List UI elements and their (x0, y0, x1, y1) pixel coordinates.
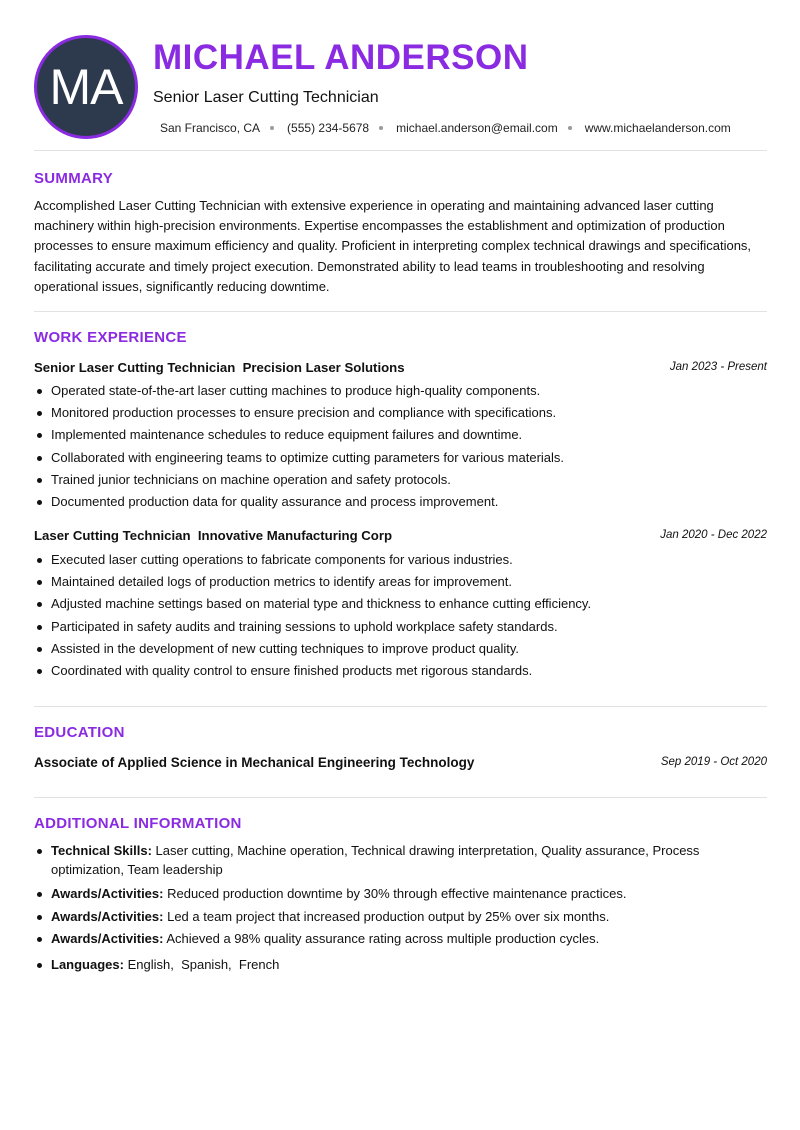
list-item: Participated in safety audits and training sessions to uphold workplace safety standards. (34, 616, 769, 638)
separator-dot (379, 126, 383, 130)
list-item: Implemented maintenance schedules to reduce equipment failures and downtime. (34, 424, 769, 446)
list-item (34, 908, 769, 927)
list-item: Documented production data for quality assurance and process improvement. (34, 491, 769, 513)
item-label: Awards/Activities: (51, 886, 164, 901)
divider (34, 706, 767, 707)
item-text: Achieved a 98% quality assurance rating across multiple production cycles. (166, 931, 600, 946)
job-dates: Jan 2020 - Dec 2022 (660, 529, 767, 541)
item-label: Languages: (51, 956, 124, 972)
additional-list (34, 842, 769, 974)
additional-heading: ADDITIONAL INFORMATION (34, 815, 242, 832)
item-text: Reduced production downtime by 30% through effective maintenance practices. (167, 886, 627, 901)
job-dates: Jan 2023 - Present (669, 361, 767, 373)
avatar (34, 35, 138, 139)
experience-heading: WORK EXPERIENCE (34, 329, 187, 346)
candidate-name: MICHAEL ANDERSON (153, 38, 529, 77)
contact-website[interactable]: www.michaelanderson.com (584, 121, 731, 135)
job-role: Senior Laser Cutting Technician Precision Laser Solutions (34, 359, 405, 375)
degree-name: Associate of Applied Science in Mechanical Engineering Technology (34, 754, 475, 770)
job-header (34, 526, 767, 544)
list-item: Adjusted machine settings based on material type and thickness to enhance cutting efficiency. (34, 593, 769, 615)
list-item: Collaborated with engineering teams to optimize cutting parameters for various materials. (34, 447, 769, 469)
separator-dot (270, 126, 274, 130)
separator-dot (568, 126, 572, 130)
item-label: Awards/Activities: (51, 931, 164, 946)
list-item (34, 930, 769, 949)
job-role: Laser Cutting Technician Innovative Manufacturing Corp (34, 527, 393, 543)
candidate-title: Senior Laser Cutting Technician (153, 89, 379, 106)
list-item: Executed laser cutting operations to fabricate components for various industries. (34, 549, 769, 571)
list-item: Trained junior technicians on machine operation and safety protocols. (34, 469, 769, 491)
list-item (34, 956, 769, 975)
contact-email[interactable]: michael.anderson@email.com (396, 121, 558, 135)
list-item: Monitored production processes to ensure precision and compliance with specifications. (34, 402, 769, 424)
education-heading: EDUCATION (34, 724, 125, 741)
list-item: Operated state-of-the-art laser cutting machines to produce high-quality components. (34, 380, 769, 402)
list-item: Maintained detailed logs of production metrics to identify areas for improvement. (34, 571, 769, 593)
item-text: Laser cutting, Machine operation, Technical drawing interpretation, Quality assurance, Process optimization, Team leadership (51, 843, 700, 877)
list-item: Coordinated with quality control to ensure finished products met rigorous standards. (34, 660, 769, 682)
list-item: Assisted in the development of new cutting techniques to improve product quality. (34, 638, 769, 660)
item-text: English, Spanish, French (127, 956, 280, 972)
summary-text: Accomplished Laser Cutting Technician with extensive experience in operating and maintaining advanced laser cutting machinery within high-precision environments. Expertise encompasses the establishment and optimization of production processes to ensure maximum efficiency and quality. Proficient in interpreting complex technical drawings and specifications, facilitating accurate and timely project execution. Demonstrated ability to lead teams in troubleshooting and resolving operational issues, significantly reducing downtime. (34, 198, 752, 294)
education-dates: Sep 2019 - Oct 2020 (660, 756, 767, 768)
item-text: Led a team project that increased production output by 25% over six months. (167, 908, 610, 924)
job-bullets (34, 380, 769, 513)
education-entry (34, 753, 767, 771)
contact-location: San Francisco, CA (160, 121, 261, 135)
divider (34, 150, 767, 151)
divider (34, 797, 767, 798)
job-header (34, 358, 767, 376)
contact-phone: (555) 234-5678 (287, 121, 370, 135)
list-item (34, 885, 769, 904)
avatar-initials: MA (49, 59, 123, 115)
item-label: Technical Skills: (51, 843, 152, 858)
list-item (34, 842, 769, 879)
item-label: Awards/Activities: (51, 908, 164, 924)
job-bullets (34, 549, 769, 682)
summary-heading: SUMMARY (34, 170, 114, 187)
contact-bar (160, 121, 731, 135)
divider (34, 311, 767, 312)
